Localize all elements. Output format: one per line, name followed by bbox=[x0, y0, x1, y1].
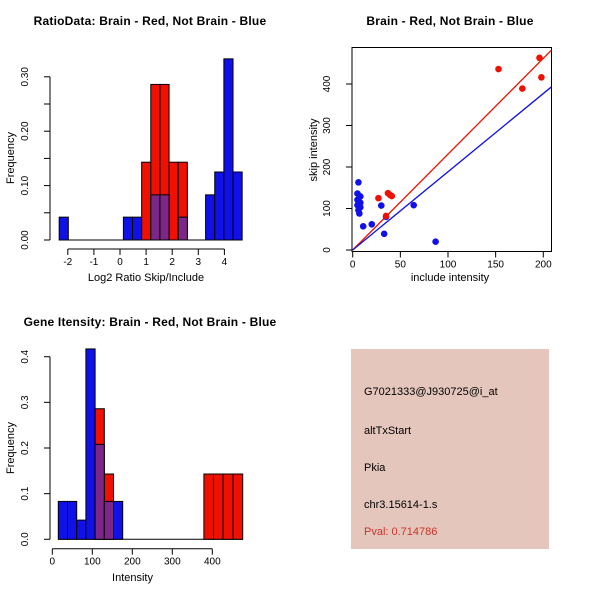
histogram-bar-not-brain-blue bbox=[68, 501, 77, 539]
axis-tick-label: 0 bbox=[117, 257, 123, 268]
histogram-bar-not-brain-blue bbox=[77, 520, 86, 539]
gene-info-panel bbox=[300, 300, 600, 600]
scatter-point-not-brain-blue bbox=[381, 231, 388, 238]
scatter-point-brain-red bbox=[538, 74, 545, 81]
axis-tick-label: 200 bbox=[322, 158, 333, 176]
axis-tick-label: 0.30 bbox=[20, 67, 31, 87]
axis-tick-label: 0.0 bbox=[20, 532, 31, 547]
axis-tick-label: 0.00 bbox=[20, 230, 31, 250]
pval-text: Pval: 0.714786 bbox=[364, 526, 438, 538]
histogram-bar-brain-red bbox=[169, 162, 178, 240]
axis-tick-label: 200 bbox=[534, 259, 552, 271]
axis-tick-label: 100 bbox=[439, 259, 457, 271]
axis-tick-label: 4 bbox=[221, 257, 228, 268]
histogram-bar-overlap-purple bbox=[160, 195, 169, 240]
histogram-bar-not-brain-blue bbox=[206, 195, 215, 240]
intensity_scatter-plot bbox=[322, 48, 552, 271]
axis-tick-label: 0.20 bbox=[20, 121, 31, 141]
scatter-point-brain-red bbox=[495, 66, 502, 73]
axis-tick-label: 3 bbox=[195, 257, 202, 268]
axis-tick-label: 200 bbox=[123, 556, 141, 568]
scatter-point-brain-red bbox=[519, 85, 526, 92]
histogram-bar-brain-red bbox=[142, 162, 151, 240]
not-brain-fit-line bbox=[353, 87, 552, 250]
scatter-point-brain-red bbox=[375, 195, 382, 202]
histogram-bar-not-brain-blue bbox=[59, 217, 68, 240]
axis-tick-label: 300 bbox=[322, 117, 333, 134]
histogram-bar-brain-red bbox=[223, 474, 233, 539]
axis-tick-label: 0 bbox=[322, 247, 333, 253]
axis-tick-label: -2 bbox=[63, 257, 73, 268]
histogram-bar-not-brain-blue bbox=[233, 172, 242, 240]
histogram-bar-overlap-purple bbox=[151, 195, 160, 240]
ratio-hist-ylabel: Frequency bbox=[5, 132, 17, 184]
scatter-ylabel: skip intensity bbox=[308, 118, 320, 182]
histogram-bar-overlap-purple bbox=[178, 217, 187, 240]
histogram-bar-not-brain-blue bbox=[133, 217, 142, 240]
histogram-bar-not-brain-blue bbox=[114, 501, 123, 539]
axis-tick-label: 0.2 bbox=[20, 441, 31, 455]
axis-tick-label: 400 bbox=[322, 75, 333, 93]
probe-id-text: G7021333@J930725@i_at bbox=[364, 386, 498, 398]
location-text: chr3.15614-1.s bbox=[364, 499, 438, 511]
scatter-point-not-brain-blue bbox=[432, 238, 439, 245]
scatter-point-brain-red bbox=[388, 193, 395, 200]
axis-tick-label: 0.4 bbox=[20, 349, 31, 364]
histogram-bar-brain-red bbox=[233, 474, 243, 539]
histogram-bar-brain-red bbox=[214, 474, 224, 539]
histogram-bar-not-brain-blue bbox=[58, 501, 67, 539]
axis-tick-label: 300 bbox=[163, 556, 181, 568]
scatter-title: Brain - Red, Not Brain - Blue bbox=[366, 14, 534, 28]
scatter-point-not-brain-blue bbox=[410, 202, 417, 209]
ratio_hist-plot bbox=[20, 59, 242, 268]
axis-tick-label: 2 bbox=[169, 257, 175, 268]
axis-tick-label: 1 bbox=[143, 257, 149, 268]
gene-name-text: Pkia bbox=[364, 462, 386, 474]
gene-hist-ylabel: Frequency bbox=[5, 422, 17, 474]
scatter-xlabel: include intensity bbox=[410, 272, 490, 284]
axis-tick-label: 100 bbox=[322, 200, 333, 217]
axis-tick-label: 0.10 bbox=[20, 175, 31, 196]
ratio-hist-xlabel: Log2 Ratio Skip/Include bbox=[87, 272, 205, 284]
axis-tick-label: 100 bbox=[83, 556, 101, 568]
scatter-point-not-brain-blue bbox=[355, 179, 362, 186]
axis-tick-label: 0 bbox=[49, 556, 56, 568]
histogram-bar-overlap-purple bbox=[104, 501, 113, 539]
gene_hist-plot bbox=[20, 349, 243, 568]
scatter-point-not-brain-blue bbox=[368, 221, 375, 228]
scatter-point-brain-red bbox=[383, 213, 390, 220]
axis-tick-label: 0 bbox=[349, 259, 356, 271]
scatter-point-not-brain-blue bbox=[356, 210, 363, 217]
scatter-point-not-brain-blue bbox=[360, 223, 367, 230]
histogram-bar-not-brain-blue bbox=[86, 349, 95, 539]
gene-hist-title: Gene Itensity: Brain - Red, Not Brain - Blue bbox=[23, 315, 277, 329]
histogram-bar-not-brain-blue bbox=[224, 59, 233, 240]
axis-tick-label: -1 bbox=[89, 257, 99, 268]
brain-fit-line bbox=[353, 50, 552, 250]
histogram-bar-overlap-purple bbox=[95, 444, 104, 539]
axis-tick-label: 150 bbox=[487, 259, 504, 271]
event-type-text: altTxStart bbox=[364, 425, 412, 437]
axis-tick-label: 400 bbox=[203, 556, 221, 568]
info-box bbox=[351, 349, 549, 549]
scatter-point-not-brain-blue bbox=[378, 202, 385, 209]
axis-tick-label: 50 bbox=[394, 259, 406, 271]
histogram-bar-brain-red bbox=[204, 474, 214, 539]
axis-tick-label: 0.1 bbox=[20, 486, 31, 501]
gene-hist-xlabel: Intensity bbox=[112, 572, 153, 584]
ratio-hist-title: RatioData: Brain - Red, Not Brain - Blue bbox=[33, 14, 267, 28]
histogram-bar-not-brain-blue bbox=[123, 217, 132, 240]
scatter-point-brain-red bbox=[536, 55, 543, 62]
histogram-bar-not-brain-blue bbox=[215, 172, 224, 240]
axis-tick-label: 0.3 bbox=[20, 395, 31, 410]
